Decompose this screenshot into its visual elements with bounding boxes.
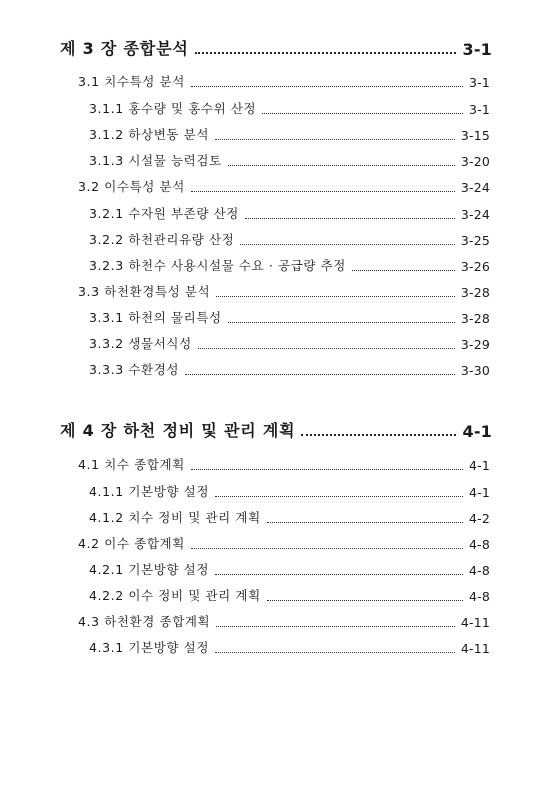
toc-page: 3-26 [460, 259, 490, 274]
toc-leader [185, 373, 455, 375]
toc-sub-3-2-1 [89, 204, 490, 222]
toc-section-4-3 [78, 612, 490, 630]
toc-page: 3-1 [468, 102, 490, 117]
toc-leader [198, 347, 455, 349]
toc-label: 제 3 장 종합분석 [60, 39, 189, 58]
toc-page: 4-11 [460, 641, 490, 656]
toc-label: 3.2 이수특성 분석 [78, 179, 185, 194]
toc-page: 4-8 [468, 589, 490, 604]
toc-section-3-2 [78, 177, 490, 195]
toc-page: 3-1 [462, 40, 492, 59]
toc-page: 3-28 [460, 311, 490, 326]
toc-section-3-1 [78, 72, 490, 90]
toc-sub-4-2-2 [89, 586, 490, 604]
toc-label: 4.1.1 기본방향 설정 [89, 484, 210, 499]
toc-page: 3-29 [460, 337, 490, 352]
toc-sub-3-1-1 [89, 99, 490, 117]
toc-sub-3-1-2 [89, 125, 490, 143]
toc-sub-3-1-3 [89, 151, 490, 169]
toc-label: 3.2.3 하천수 사용시설물 수요 · 공급량 추정 [89, 258, 346, 273]
toc-leader [215, 651, 455, 653]
toc-leader [262, 112, 463, 114]
toc-leader [215, 573, 463, 575]
toc-page: 3-30 [460, 363, 490, 378]
toc-section-4-1 [78, 455, 490, 473]
toc-page: 3-25 [460, 233, 490, 248]
toc-leader [245, 217, 455, 219]
toc-section-3-3 [78, 282, 490, 300]
toc-label: 4.1.2 치수 정비 및 관리 계획 [89, 510, 261, 525]
toc-sub-4-1-1 [89, 482, 490, 500]
toc-sub-4-2-1 [89, 560, 490, 578]
toc-page: 3-24 [460, 207, 490, 222]
toc-sub-4-3-1 [89, 638, 490, 656]
toc-label: 3.1.1 홍수량 및 홍수위 산정 [89, 101, 257, 116]
toc-label: 3.2.1 수자원 부존량 산정 [89, 206, 239, 221]
toc-label: 3.2.2 하천관리유량 산정 [89, 232, 235, 247]
toc-leader [267, 599, 463, 601]
toc-label: 4.2.2 이수 정비 및 관리 계획 [89, 588, 261, 603]
toc-page: 3-1 [468, 75, 490, 90]
toc-page: 4-8 [468, 537, 490, 552]
toc-sub-3-2-2 [89, 230, 490, 248]
toc-section-4-2 [78, 534, 490, 552]
toc-sub-3-3-3 [89, 360, 490, 378]
toc-page: 4-1 [468, 458, 490, 473]
toc-leader [215, 495, 463, 497]
toc-leader [240, 243, 454, 245]
toc-label: 3.1.2 하상변동 분석 [89, 127, 210, 142]
toc-page: 4-8 [468, 563, 490, 578]
toc-label: 3.3.1 하천의 물리특성 [89, 310, 222, 325]
toc-label: 3.3.2 생물서식성 [89, 336, 192, 351]
toc-leader [191, 547, 463, 549]
toc-page: 4-1 [468, 485, 490, 500]
toc-label: 제 4 장 하천 정비 및 관리 계획 [60, 421, 296, 440]
toc-label: 3.1 치수특성 분석 [78, 74, 185, 89]
toc-page: 3-28 [460, 285, 490, 300]
toc-label: 4.1 치수 종합계획 [78, 457, 185, 472]
toc-sub-3-2-3 [89, 256, 490, 274]
toc-sub-3-3-1 [89, 308, 490, 326]
toc-leader [267, 521, 463, 523]
toc-page: 3-24 [460, 180, 490, 195]
toc-page: 3-20 [460, 154, 490, 169]
toc-leader [215, 138, 455, 140]
toc-label: 3.3.3 수환경성 [89, 362, 180, 377]
toc-leader [191, 468, 463, 470]
toc-leader [301, 433, 456, 436]
toc-chapter-4 [60, 418, 492, 441]
toc-leader [352, 269, 455, 271]
toc-label: 4.2 이수 종합계획 [78, 536, 185, 551]
toc-leader [191, 85, 463, 87]
toc-label: 3.3 하천환경특성 분석 [78, 284, 211, 299]
toc-leader [216, 625, 455, 627]
toc-leader [228, 321, 455, 323]
toc-page: 4-1 [462, 422, 492, 441]
toc-label: 4.3 하천환경 종합계획 [78, 614, 211, 629]
toc-label: 4.3.1 기본방향 설정 [89, 640, 210, 655]
toc-label: 4.2.1 기본방향 설정 [89, 562, 210, 577]
toc-page: 4-2 [468, 511, 490, 526]
toc-sub-4-1-2 [89, 508, 490, 526]
toc-leader [228, 164, 455, 166]
toc-page: 3-15 [460, 128, 490, 143]
toc-leader [216, 295, 455, 297]
toc-page: 4-11 [460, 615, 490, 630]
toc-sub-3-3-2 [89, 334, 490, 352]
toc-label: 3.1.3 시설물 능력검토 [89, 153, 222, 168]
toc-chapter-3 [60, 36, 492, 59]
toc-leader [195, 51, 457, 54]
toc-leader [191, 190, 455, 192]
